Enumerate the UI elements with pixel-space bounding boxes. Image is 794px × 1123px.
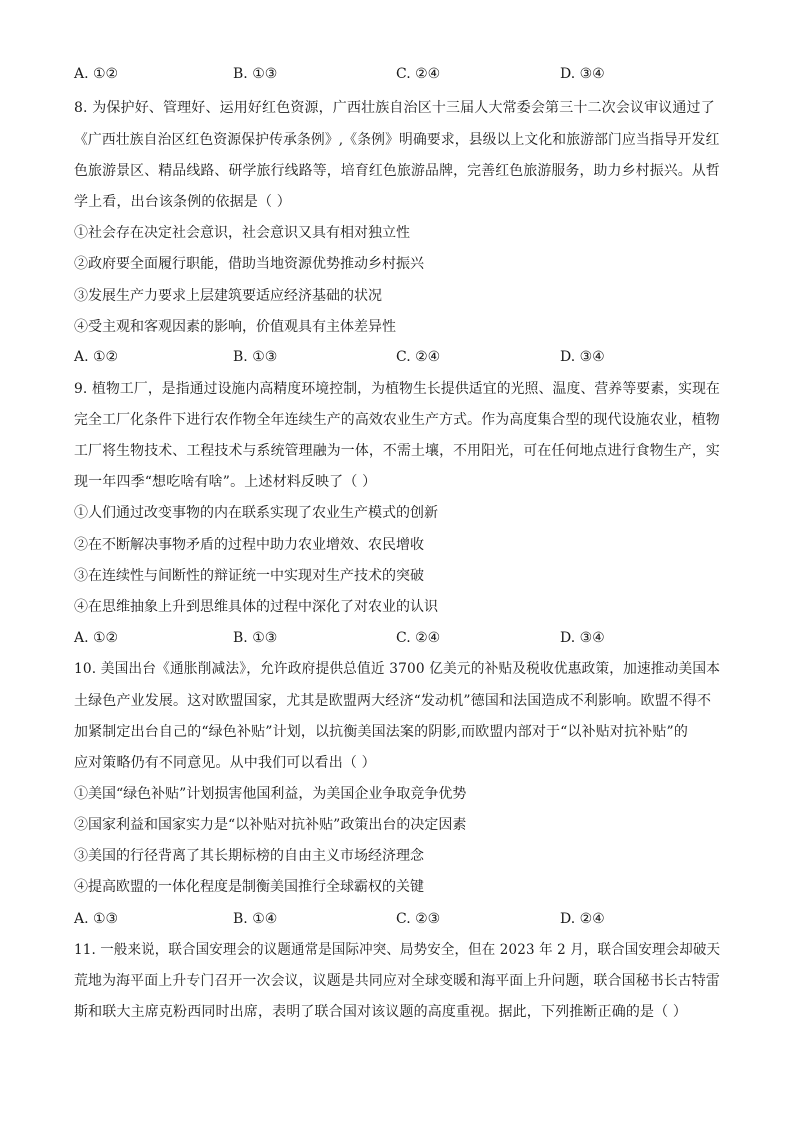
q9-stem-line: 现一年四季“想吃啥有啥”。上述材料反映了（ ） [74,474,377,490]
q7-options [74,64,720,84]
q8-stem-line: 学上看，出台该条例的依据是（ ） [74,194,291,210]
q9-stem-line: 完全工厂化条件下进行农作物全年连续生产的高效农业生产方式。作为高度集合型的现代设施农业，植物 [74,412,720,428]
q8-option-b[interactable]: B. ①③ [233,349,278,365]
q11-stem-line: 11. 一般来说，联合国安理会的议题通常是国际冲突、局势安全，但在 2023 年 2 月，联合国安理会却破天 [74,942,721,958]
q9-option-d[interactable]: D. ③④ [560,630,605,646]
q10-option-a[interactable]: A. ①③ [74,911,119,927]
q8-option-d[interactable]: D. ③④ [560,349,605,365]
q7-option-d[interactable]: D. ③④ [560,66,605,82]
q10-statement-4: ④提高欧盟的一体化程度是制衡美国推行全球霸权的关键 [74,879,424,895]
q10-option-d[interactable]: D. ②④ [560,911,605,927]
q10-stem-line: 土绿色产业发展。这对欧盟国家，尤其是欧盟两大经济“发动机”德国和法国造成不利影响。欧盟不得不 [74,693,712,709]
q8-option-c[interactable]: C. ②④ [396,349,441,365]
q9-stem-line: 9. 植物工厂，是指通过设施内高精度环境控制，为植物生长提供适宜的光照、温度、营养等要素，实现在 [74,381,721,397]
q7-option-b[interactable]: B. ①③ [233,66,278,82]
q11-stem-line: 斯和联大主席克粉西同时出席，表明了联合国对该议题的高度重视。据此，下列推断正确的是（ ） [74,1004,688,1020]
q10-option-c[interactable]: C. ②③ [396,911,441,927]
q9-option-c[interactable]: C. ②④ [396,630,441,646]
q10-stem-line: 加紧制定出台自己的“绿色补贴”计划，以抗衡美国法案的阴影,而欧盟内部对于“以补贴对抗补贴”的 [74,724,688,740]
q9-statement-1: ①人们通过改变事物的内在联系实现了农业生产模式的创新 [74,505,438,521]
q8-stem-line: 色旅游景区、精品线路、研学旅行线路等，培育红色旅游品牌，完善红色旅游服务，助力乡村振兴。从哲 [74,163,720,179]
q10-statement-3: ③美国的行径背离了其长期标榜的自由主义市场经济理念 [74,848,424,864]
q11-stem-line: 荒地为海平面上升专门召开一次会议，议题是共同应对全球变暖和海平面上升问题，联合国秘书长古特雷 [74,973,720,989]
q8-options [74,347,720,367]
q9-options [74,628,720,648]
q8-stem-line: 8. 为保护好、管理好、运用好红色资源，广西壮族自治区十三届人大常委会第三十二次会议审议通过了 [74,100,715,116]
q9-option-b[interactable]: B. ①③ [233,630,278,646]
q8-option-a[interactable]: A. ①② [74,349,119,365]
q9-stem-line: 工厂将生物技术、工程技术与系统管理融为一体，不需土壤，不用阳光，可在任何地点进行食物生产，实 [74,443,720,459]
q10-statement-2: ②国家利益和国家实力是“以补贴对抗补贴”政策出台的决定因素 [74,817,467,833]
q8-statement-2: ②政府要全面履行职能，借助当地资源优势推动乡村振兴 [74,256,424,272]
q7-option-a[interactable]: A. ①② [74,66,119,82]
q10-stem-line: 应对策略仍有不同意见。从中我们可以看出（ ） [74,755,376,771]
q10-options [74,909,720,929]
q9-statement-4: ④在思维抽象上升到思维具体的过程中深化了对农业的认识 [74,599,438,615]
q9-statement-3: ③在连续性与间断性的辩证统一中实现对生产技术的突破 [74,568,424,584]
q8-statement-3: ③发展生产力要求上层建筑要适应经济基础的状况 [74,288,382,304]
q7-option-c[interactable]: C. ②④ [396,66,441,82]
q8-statement-4: ④受主观和客观因素的影响，价值观具有主体差异性 [74,319,396,335]
q10-stem-line: 10. 美国出台《通胀削减法》，允许政府提供总值近 3700 亿美元的补贴及税收优惠政策，加速推动美国本 [74,661,721,677]
q9-statement-2: ②在不断解决事物矛盾的过程中助力农业增效、农民增收 [74,537,424,553]
q10-option-b[interactable]: B. ①④ [233,911,278,927]
q8-stem-line: 《广西壮族自治区红色资源保护传承条例》,《条例》明确要求，县级以上文化和旅游部门应当指导开发红 [74,132,720,148]
q8-statement-1: ①社会存在决定社会意识，社会意识又具有相对独立性 [74,225,410,241]
q9-option-a[interactable]: A. ①② [74,630,119,646]
q10-statement-1: ①美国“绿色补贴”计划损害他国利益，为美国企业争取竞争优势 [74,786,467,802]
